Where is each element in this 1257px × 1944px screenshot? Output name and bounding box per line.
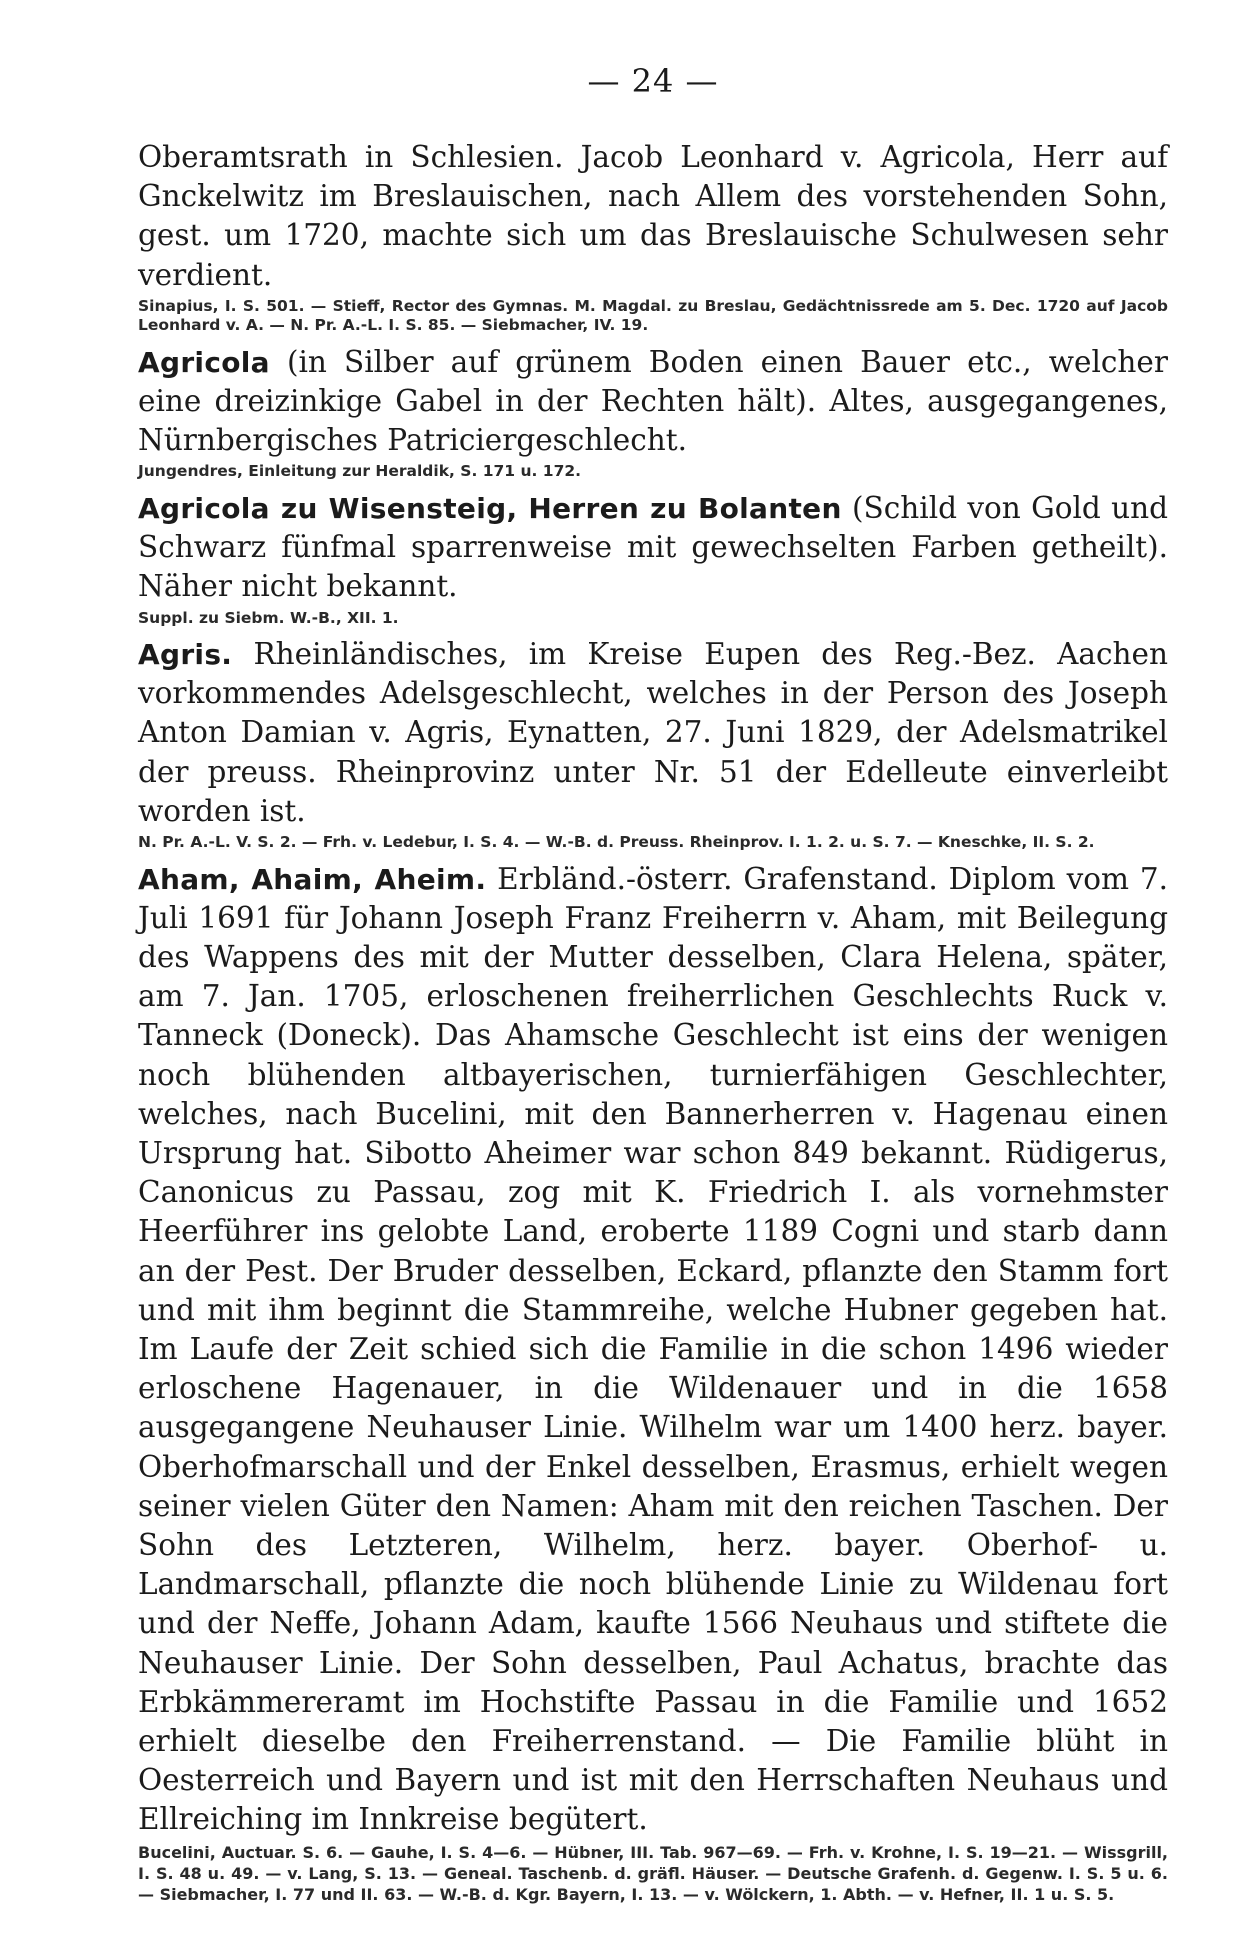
page-number: — 24 — [587,62,719,100]
entry-sources: Suppl. zu Siebm. W.-B., XII. 1. [138,608,399,627]
entry-agricola-leonhard [138,138,1168,295]
entry-agris [138,635,1168,831]
entry-sources: Bucelini, Auctuar. S. 6. — Gauhe, I. S. 4—6. — Hübner, III. Tab. 967—69. — Frh. v. Krohne, I. S. 19—21. — Wissgrill, I. S. 48 u. 49. — v. Lang, S. 13. — Geneal. Taschenb. d. gräfl. Häuser. — Deutsche Grafenh. d. Gegenw. I. S. 5 u. 6. — Siebmacher, I. 77 und II. 63. — W.-B. d. Kgr. Bayern, I. 13. — v. Wölckern, 1. Abth. — v. Hefner, II. 1 u. S. 5. [138,1842,1168,1904]
entry-text: Erbländ.-österr. Grafenstand. Diplom vom 7. Juli 1691 für Johann Joseph Franz Freiherrn v. Aham, mit Beilegung des Wappens des mit der Mutter desselben, Clara Helena, später, am 7. Jan. 1705, erloschenen freiherrlichen Geschlechts Ruck v. Tanneck (Doneck). Das Ahamsche Geschlecht ist eins der wenigen noch blühenden altbayerischen, turnierfähigen Geschlechter, welches, nach Bucelini, mit den Bannerherren v. Hagenau einen Ursprung hat. Sibotto Aheimer war schon 849 bekannt. Rüdigerus, Canonicus zu Passau, zog mit K. Friedrich I. als vornehmster Heerführer ins gelobte Land, eroberte 1189 Cogni und starb dann an der Pest. Der Bruder desselben, Eckard, pflanzte den Stamm fort und mit ihm beginnt die Stammreihe, welche Hubner gegeben hat. Im Laufe der Zeit schied sich die Familie in die schon 1496 wieder erloschene Hagenauer, in die Wildenauer und in die 1658 ausgegangene Neuhauser Linie. Wilhelm war um 1400 herz. bayer. Oberhofmarschall und der Enkel desselben, Erasmus, erhielt wegen seiner vielen Güter den Namen: Aham mit den reichen Taschen. Der Sohn des Letzteren, Wilhelm, herz. bayer. Oberhof- u. Landmarschall, pflanzte die noch blühende Linie zu Wildenau fort und der Neffe, Johann Adam, kaufte 1566 Neuhaus und stiftete die Neuhauser Linie. Der Sohn desselben, Paul Achatus, brachte das Erbkämmereramt im Hochstifte Passau in die Familie und 1652 erhielt dieselbe den Freiherrenstand. — Die Familie blüht in Oesterreich und Bayern und ist mit den Herrschaften Neuhaus und Ellreiching im Innkreise begütert. [138,861,1168,1837]
entry-text: (in Silber auf grünem Boden einen Bauer etc., welcher eine dreizinkige Gabel in der Rechten hält). Altes, ausgegangenes, Nürnbergisches Patriciergeschlecht. [138,344,1168,458]
entry-sources: N. Pr. A.-L. V. S. 2. — Frh. v. Ledebur, I. S. 4. — W.-B. d. Preuss. Rheinprov. I. 1. 2. u. S. 7. — Kneschke, II. S. 2. [138,833,1095,852]
entry-heading: Agricola zu Wisensteig, Herren zu Bolanten [138,491,842,525]
entry-aham [138,860,1168,1840]
entry-text: (Schild von Gold und Schwarz fünfmal sparrenweise mit gewechselten Farben getheilt). Näher nicht bekannt. [138,490,1168,604]
entry-sources: Sinapius, I. S. 501. — Stieff, Rector des Gymnas. M. Magdal. zu Breslau, Gedächtnissrede am 5. Dec. 1720 auf Jacob Leonhard v. A. — N. Pr. A.-L. I. S. 85. — Siebmacher, IV. 19. [138,296,1168,335]
entry-text: Rheinländisches, im Kreise Eupen des Reg.-Bez. Aachen vorkommendes Adelsgeschlecht, welches in der Person des Joseph Anton Damian v. Agris, Eynatten, 27. Juni 1829, der Adelsmatrikel der preuss. Rheinprovinz unter Nr. 51 der Edelleute einverleibt worden ist. [138,637,1168,828]
book-page [138,62,1168,1912]
entry-sources: Jungendres, Einleitung zur Heraldik, S. 171 u. 172. [138,462,582,481]
entry-heading: Aham, Ahaim, Aheim. [138,862,487,896]
entry-agricola [138,343,1168,461]
entry-text: Oberamtsrath in Schlesien. Jacob Leonhard v. Agricola, Herr auf Gnckelwitz im Breslauischen, nach Allem des vorstehenden Sohn, gest. um 1720, machte sich um das Breslauische Schulwesen sehr verdient. [138,140,1168,292]
entry-agricola-wisensteig [138,489,1168,607]
entry-heading: Agris. [138,638,233,672]
entry-heading: Agricola [138,345,270,379]
